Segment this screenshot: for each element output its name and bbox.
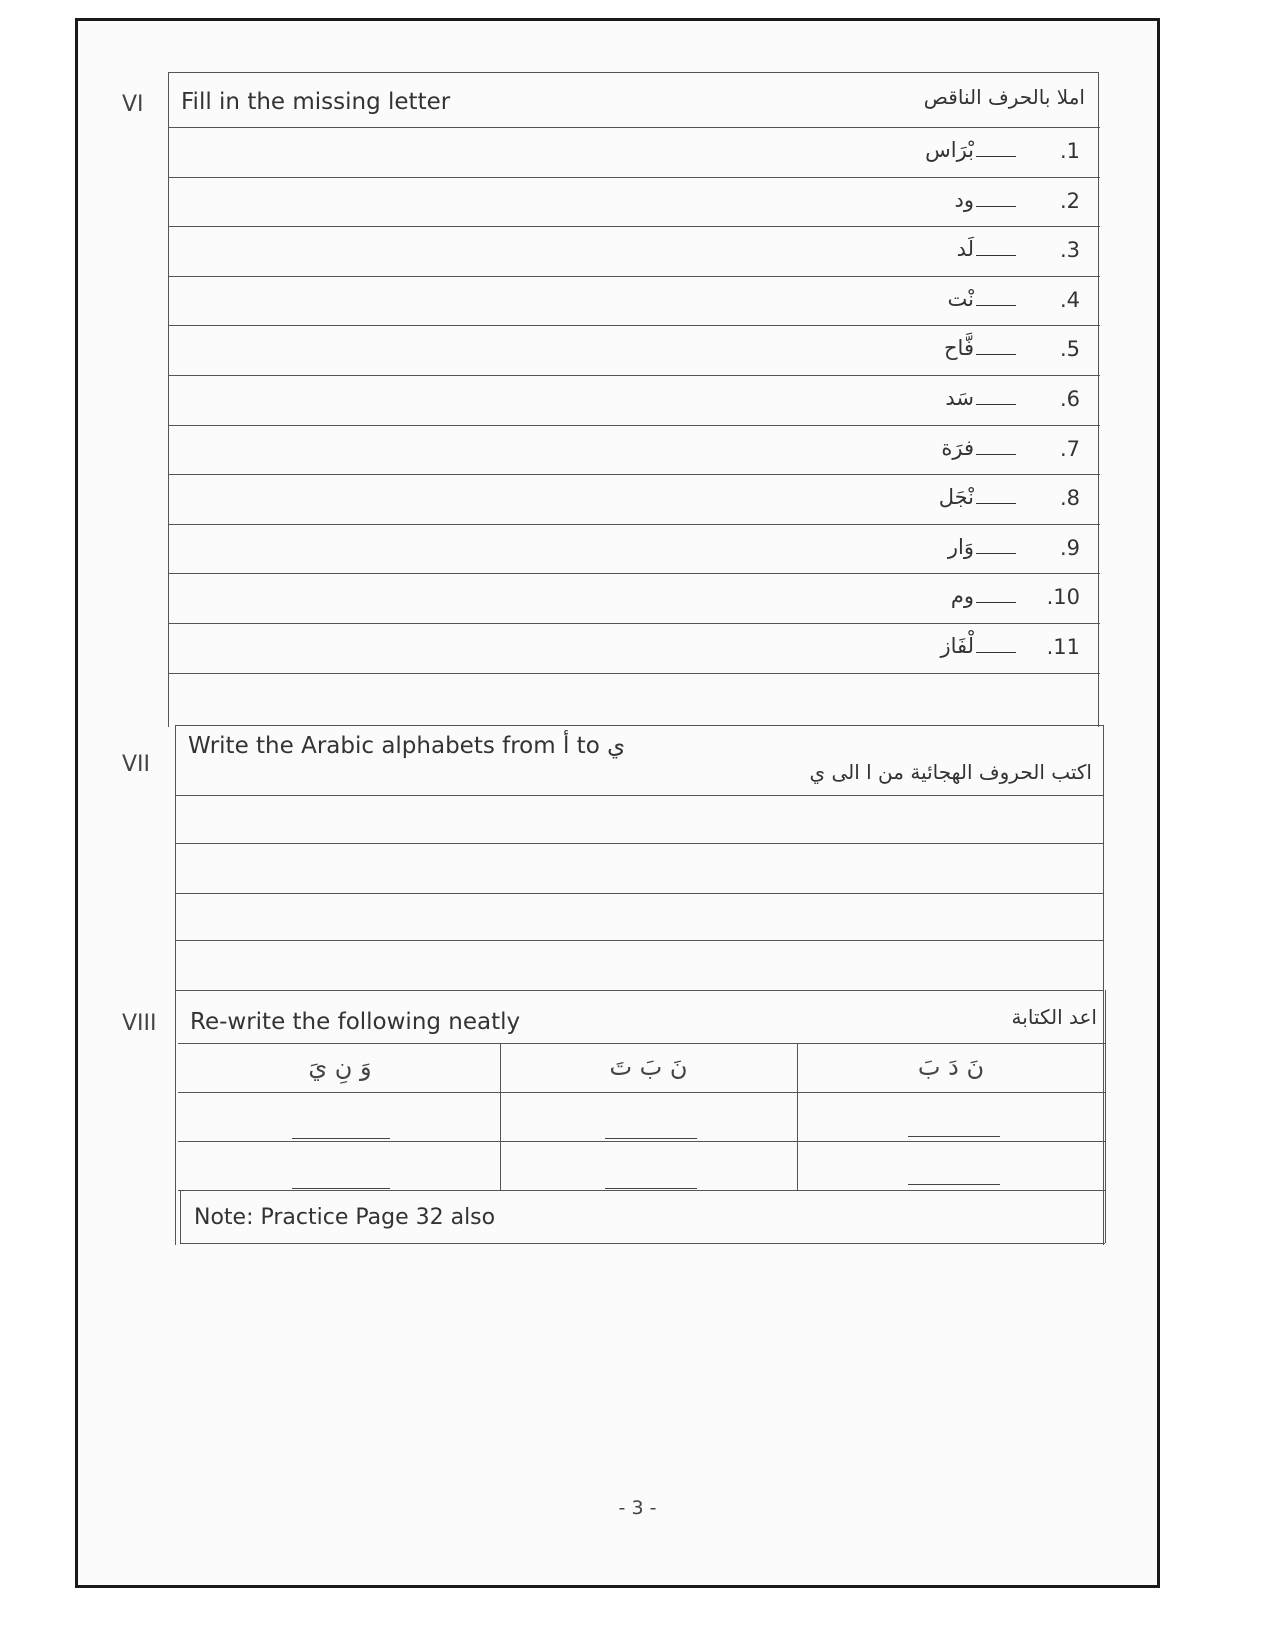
item-word-text: وم [950, 584, 974, 608]
item-number: .8 [1059, 486, 1080, 510]
row-divider [168, 177, 1100, 178]
item-word-text: بْرَاس [925, 138, 974, 162]
table-border [180, 1243, 1105, 1244]
table-border [175, 725, 1103, 726]
item-word [941, 436, 1018, 460]
item-number: .6 [1059, 387, 1080, 411]
table-border [175, 990, 1103, 991]
table-border [168, 72, 1098, 73]
item-number: .5 [1059, 337, 1080, 361]
rewrite-word-1: وَ نِ يَ [308, 1053, 372, 1081]
section-vii-number: VII [122, 752, 151, 777]
item-word [948, 535, 1018, 559]
item-word-text: وَار [947, 535, 974, 559]
missing-letter-blank[interactable] [976, 502, 1016, 504]
item-word-text: نْجَل [938, 485, 974, 509]
table-border [180, 1190, 181, 1243]
item-word [951, 584, 1018, 608]
row-divider [168, 573, 1100, 574]
item-number: .3 [1059, 238, 1080, 262]
missing-letter-blank[interactable] [976, 155, 1016, 157]
rewrite-blank [908, 1184, 1000, 1185]
row-divider [168, 425, 1100, 426]
table-border [175, 795, 1103, 796]
row-divider [168, 325, 1100, 326]
item-number: .7 [1059, 437, 1080, 461]
missing-letter-blank[interactable] [976, 552, 1016, 554]
missing-letter-blank[interactable] [976, 601, 1016, 603]
table-border [178, 1043, 1105, 1044]
item-word [945, 386, 1018, 410]
section-vi-title-en: Fill in the missing letter [181, 89, 451, 115]
missing-letter-blank[interactable] [976, 453, 1016, 455]
row-divider [168, 474, 1100, 475]
table-border [168, 72, 169, 727]
item-word [939, 485, 1018, 509]
rewrite-word-3: نَ دَ بَ [917, 1053, 985, 1081]
row-divider [168, 623, 1100, 624]
section-viii-number: VIII [122, 1011, 157, 1036]
table-border [1105, 990, 1106, 1243]
row-divider [168, 226, 1100, 227]
table-border [168, 127, 1100, 128]
answer-line [175, 843, 1103, 844]
item-word-text: فَّاح [944, 336, 974, 360]
section-vii-title-en: Write the Arabic alphabets from أ to ي [188, 733, 626, 759]
table-border [175, 725, 176, 1245]
answer-line [175, 893, 1103, 894]
rewrite-blank [908, 1136, 1000, 1137]
table-border [1098, 72, 1099, 727]
rewrite-blank [292, 1188, 390, 1189]
missing-letter-blank[interactable] [976, 205, 1016, 207]
section-viii-title-ar: اعد الكتابة [1011, 1005, 1097, 1029]
missing-letter-blank[interactable] [976, 353, 1016, 355]
row-divider [168, 524, 1100, 525]
answer-line [175, 940, 1103, 941]
item-number: .11 [1046, 635, 1080, 659]
section-vii-title-ar: اكتب الحروف الهجائية من ا الى ي [809, 760, 1092, 784]
item-number: .4 [1059, 288, 1080, 312]
item-word [955, 188, 1019, 212]
practice-note: Note: Practice Page 32 also [194, 1205, 496, 1230]
rewrite-blank [605, 1138, 697, 1139]
row-divider [168, 375, 1100, 376]
item-word-text: نْت [947, 287, 974, 311]
table-border [178, 1141, 1105, 1142]
item-word [944, 336, 1018, 360]
item-word [948, 287, 1018, 311]
rewrite-blank [605, 1188, 697, 1189]
section-vi-title-ar: املا بالحرف الناقص [923, 85, 1085, 109]
missing-letter-blank[interactable] [976, 651, 1016, 653]
table-border [178, 1092, 1105, 1093]
missing-letter-blank[interactable] [976, 403, 1016, 405]
item-word [940, 634, 1018, 658]
item-word-text: فرَة [941, 436, 974, 460]
page-number: - 3 - [618, 1497, 657, 1519]
section-viii-title-en: Re-write the following neatly [190, 1009, 521, 1035]
section-vi-number: VI [122, 92, 144, 117]
item-word-text: ود [954, 188, 974, 212]
item-number: .1 [1059, 139, 1080, 163]
item-word-text: سَد [945, 386, 974, 410]
row-divider [168, 673, 1100, 674]
item-word [957, 237, 1018, 261]
item-number: .9 [1059, 536, 1080, 560]
item-word [925, 138, 1018, 162]
item-word-text: لْفَاز [940, 634, 974, 658]
rewrite-word-2: نَ بَ تَ [609, 1053, 688, 1081]
item-word-text: لَد [956, 237, 974, 261]
missing-letter-blank[interactable] [976, 304, 1016, 306]
missing-letter-blank[interactable] [976, 254, 1016, 256]
item-number: .10 [1046, 585, 1080, 609]
rewrite-blank [292, 1138, 390, 1139]
table-border [178, 1190, 1105, 1191]
table-border [1103, 725, 1104, 1245]
row-divider [168, 276, 1100, 277]
item-number: .2 [1059, 189, 1080, 213]
